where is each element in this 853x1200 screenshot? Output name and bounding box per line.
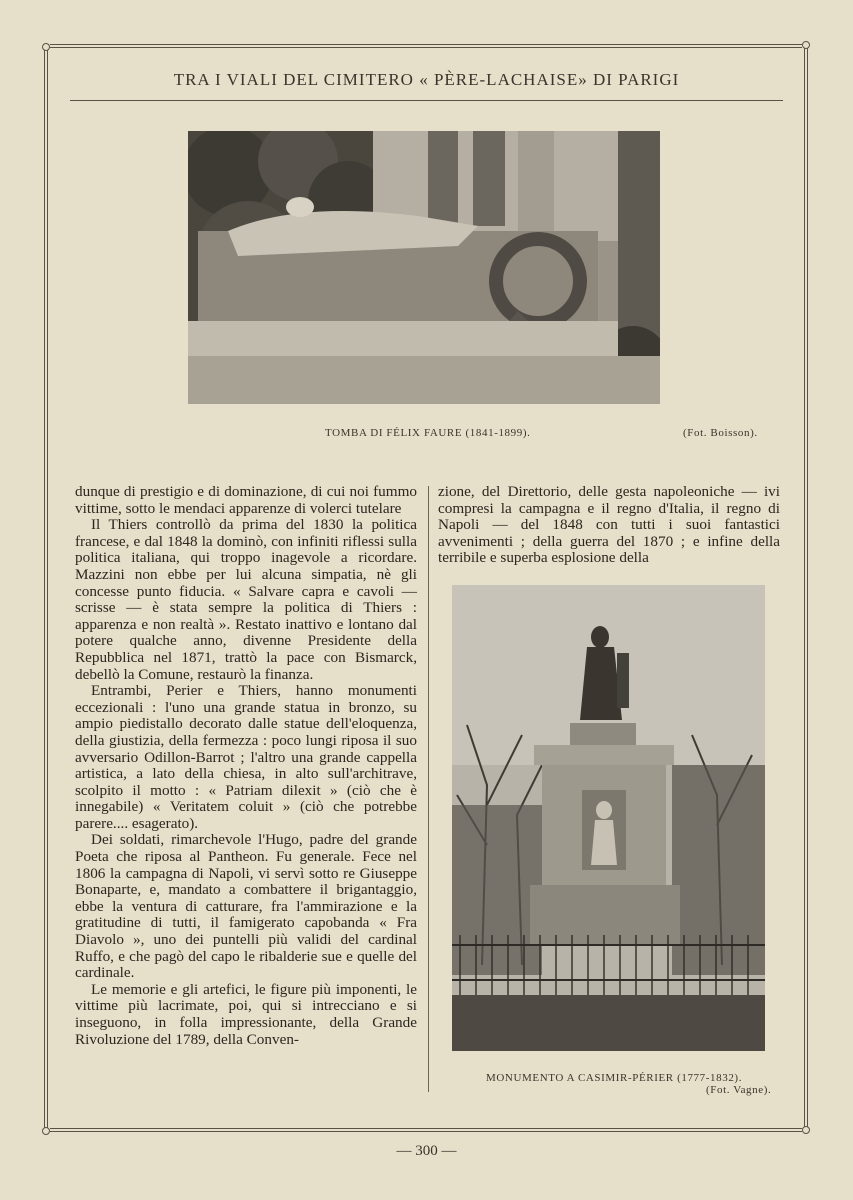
text-column-right <box>438 484 780 567</box>
paragraph: Dei soldati, rimarchevole l'Hugo, padre del grande Poeta che riposa al Pantheon. Fu generale. Fece nel 1806 la campagna di Napoli, vi servì sotto re Giuseppe Bonaparte, e, mandato a combattere il brigantaggio, ebbe la ventura di catturare, fra l'ammirazione e la gratitudine di tutti, il famigerato capobanda « Fra Diavolo », uno dei puntelli più validi del cardinal Ruffo, e che pagò del capo le ribalderie sue e quelle del cardinale. <box>75 831 417 982</box>
paragraph: zione, del Direttorio, delle gesta napoleoniche — ivi compresi la campagna e il regno d'Italia, il regno di Napoli — del 1848 con tutti i suoi fantastici avvenimenti ; della guerra del 1870 ; e infine della terribile e superba esplosione della <box>438 483 780 567</box>
monument-photo <box>452 585 765 1051</box>
text-column-left <box>75 484 417 1048</box>
frame-corner-ornament <box>802 41 810 49</box>
tomb-photo <box>188 131 660 404</box>
column-divider <box>428 486 429 1092</box>
running-title: TRA I VIALI DEL CIMITERO « PÈRE-LACHAISE» DI PARIGI <box>173 70 680 89</box>
figure-caption: MONUMENTO A CASIMIR-PÉRIER (1777-1832). <box>486 1072 743 1084</box>
frame-bottom-rule <box>50 1128 802 1132</box>
header-rule <box>70 100 783 101</box>
page-number: — 300 — <box>396 1143 457 1159</box>
frame-corner-ornament <box>42 43 50 51</box>
frame-left-rule <box>44 48 48 1130</box>
frame-right-rule <box>804 48 808 1130</box>
paragraph: Entrambi, Perier e Thiers, hanno monumenti eccezionali : l'uno una grande statua in bronzo, su ampio piedistallo decorato dalle statue dell'eloquenza, della giustizia, della fermezza : poco lungi riposa il suo avversario Odillon-Barrot ; l'altro una grande cappella artistica, a lato della chiesa, in alto sull'architrave, scolpito il motto : « Patriam dilexit » (ciò che è innegabile) « Veritatem coluit » (ciò che potrebbe parere.... esagerato). <box>75 682 417 832</box>
figure-credit: (Fot. Vagne). <box>706 1084 772 1096</box>
paragraph: Le memorie e gli artefici, le figure più imponenti, le vittime più lacrimate, poi, qui si intrecciano e si inseguono, in folla impressionante, della Grande Rivoluzione del 1789, della Conven- <box>75 980 417 1048</box>
paragraph: Il Thiers controllò da prima del 1830 la politica francese, e dal 1848 la dominò, con infiniti riflessi sulla politica italiana, qui troppo inagevole a ricordare. Mazzini non ebbe per lui alcuna simpatia, nè gli concesse punto fiducia. « Salvare capra e cavoli — scrisse — è stata sempre la politica di Thiers : apparenza e non realtà ». Restato inattivo e lontano dal potere qualche anno, divenne Presidente della Repubblica nel 1871, trattò la pace con Bismarck, debellò la Comune, restaurò la finanza. <box>75 516 417 683</box>
figure-caption: TOMBA DI FÉLIX FAURE (1841-1899). <box>325 427 531 439</box>
frame-corner-ornament <box>42 1127 50 1135</box>
frame-corner-ornament <box>802 1126 810 1134</box>
frame-top-rule <box>50 44 802 48</box>
paragraph: dunque di prestigio e di dominazione, di cui noi fummo vittime, sotto le mendaci apparenze di volerci tutelare <box>75 483 417 517</box>
figure-credit: (Fot. Boisson). <box>683 427 758 439</box>
